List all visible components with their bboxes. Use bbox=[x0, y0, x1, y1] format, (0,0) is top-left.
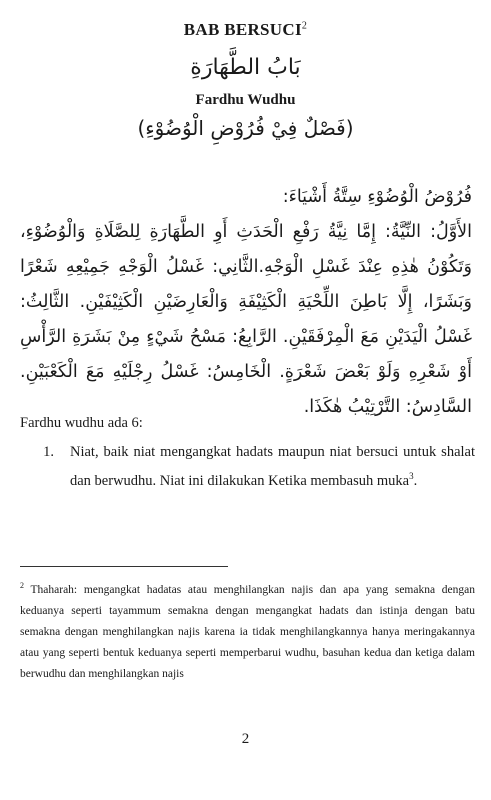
arabic-chapter-title: بَابُ الطَّهَارَةِ bbox=[190, 55, 301, 80]
page-number: 2 bbox=[241, 731, 250, 747]
chapter-title-text: BAB BERSUCI bbox=[183, 20, 302, 39]
arabic-paragraph-body: الأَوَّلُ: النِّيَّةُ: إِمَّا نِيَّةُ رَفْعِ الْحَدَثِ أَوِ الطَّهَارَةِ لِلصَّلَاةِ وَالْوُضُوْءِ، وَتَكُوْنُ هٰذِهِ عِنْدَ غَسْلِ الْوَجْهِ.الثَّانِي: غَسْلُ الْوَجْهِ جَمِيْعِهِ شَعْرًا وَبَشَرًا، إِلَّا بَاطِنَ اللِّحْيَةِ الْكَثِيْفَةِ وَالْعَارِضَيْنِ الْكَثِيْفَيْنِ. الثَّالِثُ: غَسْلُ الْيَدَيْنِ مَعَ الْمِرْفَقَيْنِ. الرَّابِعُ: مَسْحُ شَيْءٍ مِنْ بَشَرَةِ الرَّأْسِ أَوْ شَعْرِهِ وَلَوْ بَعْضَ شَعْرَةٍ. الْخَامِسُ: غَسْلُ رِجْلَيْهِ مَعَ الْكَعْبَيْنِ. السَّادِسُ: التَّرْتِيْبُ هٰكَذَا. bbox=[20, 222, 472, 417]
chapter-title bbox=[0, 20, 491, 40]
chapter-title-footnote-ref: 2 bbox=[301, 20, 308, 32]
section-subtitle: Fardhu Wudhu bbox=[195, 92, 296, 108]
list-item-footnote-ref: 3 bbox=[409, 471, 414, 481]
latin-intro: Fardhu wudhu ada 6: bbox=[20, 415, 143, 431]
arabic-section-subtitle: (فَصْلٌ فِيْ فُرُوْضِ الْوُضُوْءِ) bbox=[137, 116, 354, 140]
footnote-divider bbox=[20, 566, 228, 567]
list-item-number: 1. bbox=[43, 444, 54, 460]
footnote-ref: 2 bbox=[20, 581, 24, 590]
footnote bbox=[20, 575, 475, 685]
fardhu-list bbox=[20, 440, 475, 493]
list-item-text: Niat, baik niat mengangkat hadats maupun niat bersuci untuk shalat dan berwudhu. Niat ini dilakukan Ketika membasuh muka bbox=[70, 444, 475, 489]
list-item bbox=[20, 440, 475, 493]
arabic-paragraph-intro: فُرُوْضُ الْوُضُوْءِ سِتَّةُ أَشْيَاءَ: bbox=[282, 187, 472, 207]
list-item-text-wrap bbox=[70, 440, 475, 493]
list-item-suffix: . bbox=[413, 472, 418, 489]
arabic-text-block bbox=[20, 180, 472, 425]
footnote-text: Thaharah: mengangkat hadatas atau menghilangkan najis dan apa yang semakna dengan keduanya seperti tayammum semakna dengan mengangkat hadats dan istinja dengan batu semakna dengan menghilangkan najis karena ia tidak menghilangkannya hanya meringakannya atau yang seperti bentuk keduanya seperti memperbarui wudhu, basuhan kedua dan ketiga dalam berwudhu dan menghilangkan najis bbox=[20, 583, 475, 680]
